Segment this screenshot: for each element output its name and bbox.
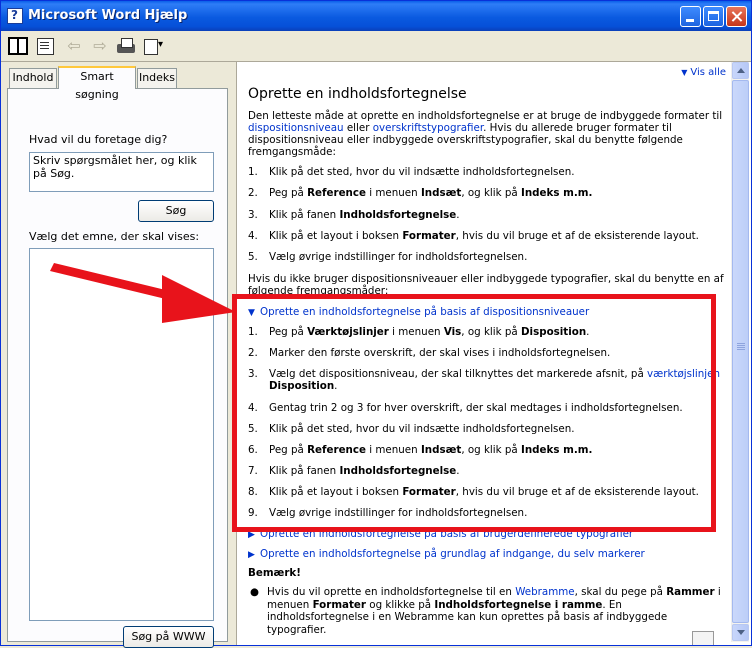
title-bar[interactable]	[1, 1, 751, 31]
text-run: Klik på et layout i boksen	[269, 486, 403, 498]
bold-term: Indsæt	[420, 187, 462, 199]
text-run: , og klik på	[461, 187, 522, 199]
text-run: .	[456, 465, 460, 477]
window-title: Microsoft Word Hjælp	[28, 8, 188, 23]
bold-term: Værktøjslinjer	[307, 326, 389, 338]
bold-term: Disposition	[521, 326, 587, 338]
bold-term: Formater	[312, 598, 366, 611]
expander-label: Oprette en indholdsfortegnelse på basis af dispositionsniveauer	[260, 306, 590, 318]
print-icon[interactable]	[116, 37, 136, 55]
text-run: Vælg det dispositionsniveau, der skal tilknyttes det markerede afsnit, på	[269, 368, 648, 380]
step-number: 4.	[248, 402, 258, 414]
text-run: Klik på et layout i boksen	[269, 230, 403, 242]
step-number: 5.	[248, 251, 258, 263]
triangle-down-icon: ▼	[248, 308, 255, 318]
hide-pane-icon[interactable]	[8, 37, 28, 55]
text-run: Vælg øvrige indstillinger for indholdsfortegnelsen.	[269, 507, 528, 519]
step-text	[269, 230, 724, 242]
text-run: .	[334, 380, 338, 392]
text-run: Klik på fanen	[269, 465, 340, 477]
bold-term: Indeks m.m.	[521, 187, 593, 199]
text-run: Gentag trin 2 og 3 for hver overskrift, der skal medtages i indholdsfortegnelsen.	[269, 402, 683, 414]
bold-term: Formater	[402, 486, 456, 498]
expander-label: Oprette en indholdsfortegnelse på basis af brugerdefinerede typografier	[260, 528, 634, 540]
back-arrow-icon[interactable]: ⇦	[67, 36, 81, 55]
help-app-icon	[7, 8, 23, 24]
step-number: 2.	[248, 347, 258, 359]
step-number: 1.	[248, 326, 258, 338]
tab-label: Smart søgning	[75, 70, 119, 101]
scroll-up-button[interactable]	[732, 62, 749, 79]
tile-icon[interactable]	[35, 37, 55, 55]
triangle-down-icon: ▼	[681, 68, 688, 77]
triangle-right-icon: ▶	[248, 530, 255, 540]
tab-label: Indeks	[138, 71, 176, 84]
left-pane	[3, 62, 232, 645]
question-input[interactable]	[29, 152, 214, 192]
scroll-down-button[interactable]	[732, 624, 749, 641]
bold-term: Indsæt	[420, 444, 462, 456]
tab-index[interactable]	[137, 68, 177, 88]
text-run: i menuen	[365, 187, 421, 199]
minimize-button[interactable]	[680, 6, 701, 27]
note-title: Bemærk!	[248, 567, 301, 579]
step-number: 5.	[248, 423, 258, 435]
tab-panel	[7, 88, 228, 642]
step-number: 3.	[248, 209, 258, 221]
scroll-thumb[interactable]	[732, 80, 749, 623]
expander-marked-entries[interactable]	[248, 548, 645, 561]
step-number: 4.	[248, 230, 258, 242]
text-run: i menuen	[365, 444, 421, 456]
show-all-link[interactable]	[681, 67, 726, 78]
bold-term: Formater	[402, 230, 456, 242]
text-run: , hvis du vil bruge et af de eksisterende layout.	[455, 486, 699, 498]
text-run: Den letteste måde at oprette en indholdsfortegnelse er at bruge de indbyggede formater til	[248, 110, 723, 122]
intro2-paragraph: Hvis du ikke bruger dispositionsniveauer eller indbyggede typografier, skal du benytte en af følgende fremgangsmåder:	[248, 273, 724, 297]
bold-term: Rammer	[666, 586, 715, 598]
text-run: Peg på	[269, 326, 308, 338]
bold-term: Reference	[307, 444, 366, 456]
bold-term: Reference	[307, 187, 366, 199]
step-text	[269, 187, 724, 199]
step-text	[269, 209, 724, 221]
text-run: . En indholdsfortegnelse i en Webramme kan kun oprettes på basis af indbyggede typografier.	[267, 598, 668, 636]
topic-heading: Oprette en indholdsfortegnelse	[248, 86, 467, 102]
topic-label: Vælg det emne, der skal vises:	[29, 230, 200, 243]
vertical-scrollbar[interactable]	[731, 62, 749, 642]
step-number: 7.	[248, 465, 258, 477]
show-all-label: Vis alle	[690, 67, 726, 78]
search-button[interactable]: Søg	[138, 200, 214, 222]
bold-term: Indholdsfortegnelse	[339, 209, 457, 221]
text-run: . Hvis du allerede bruger formater til dispositionsniveau eller indbyggede overskriftstypografier, skal du benytte følgende fremgangsmåde:	[248, 122, 683, 158]
close-button[interactable]	[726, 6, 747, 27]
inline-link[interactable]: Webramme	[515, 586, 575, 598]
step-number: 6.	[248, 444, 258, 456]
text-run: Peg på	[269, 444, 308, 456]
toolbar	[1, 31, 751, 62]
annotation-highlight-box	[232, 294, 716, 532]
tab-label: Indhold	[12, 71, 54, 84]
bullet-dot-icon: ●	[250, 586, 259, 598]
text-run: , hvis du vil bruge et af de eksisterende layout.	[455, 230, 699, 242]
text-run: Marker den første overskrift, der skal vises i indholdsfortegnelsen.	[269, 347, 611, 359]
intro-paragraph	[248, 110, 726, 158]
triangle-right-icon: ▶	[248, 550, 255, 560]
step-number: 9.	[248, 507, 258, 519]
text-run: .	[456, 209, 460, 221]
inline-link[interactable]: dispositionsniveau	[248, 122, 344, 134]
text-run: , og klik på	[461, 326, 521, 338]
text-run: eller	[343, 122, 373, 134]
step-number: 1.	[248, 166, 258, 178]
text-run: Klik på det sted, hvor du vil indsætte indholdsfortegnelsen.	[269, 423, 575, 435]
text-run: Hvis du vil oprette en indholdsfortegnelse til en	[267, 586, 516, 598]
bold-term: Indeks m.m.	[521, 444, 593, 456]
bold-term: Indholdsfortegnelse	[339, 465, 457, 477]
text-run: , og klik på	[461, 444, 522, 456]
question-label: Hvad vil du foretage dig?	[29, 133, 168, 146]
text-run: og klikke på	[366, 598, 435, 611]
search-web-button[interactable]: Søg på WWW	[123, 626, 214, 648]
note-bullet-text	[267, 586, 723, 636]
expander-label: Oprette en indholdsfortegnelse på grundlag af indgange, du selv markerer	[260, 548, 645, 560]
bold-term: Disposition	[269, 380, 335, 392]
step-number: 8.	[248, 486, 258, 498]
page-corner-icon	[692, 631, 714, 645]
step-text	[269, 251, 724, 263]
inline-link[interactable]: overskriftstypografier	[372, 122, 484, 134]
options-dropdown-icon[interactable]	[142, 37, 166, 55]
text-run: i menuen	[267, 586, 721, 611]
inline-link[interactable]: værktøjslinjen	[647, 368, 720, 380]
annotation-red-arrow-icon	[46, 257, 238, 327]
text-run: Peg på	[269, 187, 308, 199]
maximize-button[interactable]	[703, 6, 724, 27]
text-run: , skal du pege på	[574, 586, 667, 598]
tab-contents[interactable]	[9, 68, 57, 88]
tab-answer-wizard[interactable]	[58, 66, 136, 101]
bold-term: Vis	[443, 326, 462, 338]
text-run: Vælg øvrige indstillinger for indholdsfortegnelsen.	[269, 251, 528, 263]
text-run: Klik på det sted, hvor du vil indsætte indholdsfortegnelsen.	[269, 166, 575, 178]
text-run: Klik på fanen	[269, 209, 340, 221]
text-run: i menuen	[388, 326, 444, 338]
text-run: .	[586, 326, 590, 338]
forward-arrow-icon[interactable]: ⇨	[93, 36, 107, 55]
step-number: 3.	[248, 368, 258, 380]
step-number: 2.	[248, 187, 258, 199]
bold-term: Indholdsfortegnelse i ramme	[434, 598, 603, 611]
step-text	[269, 166, 724, 178]
